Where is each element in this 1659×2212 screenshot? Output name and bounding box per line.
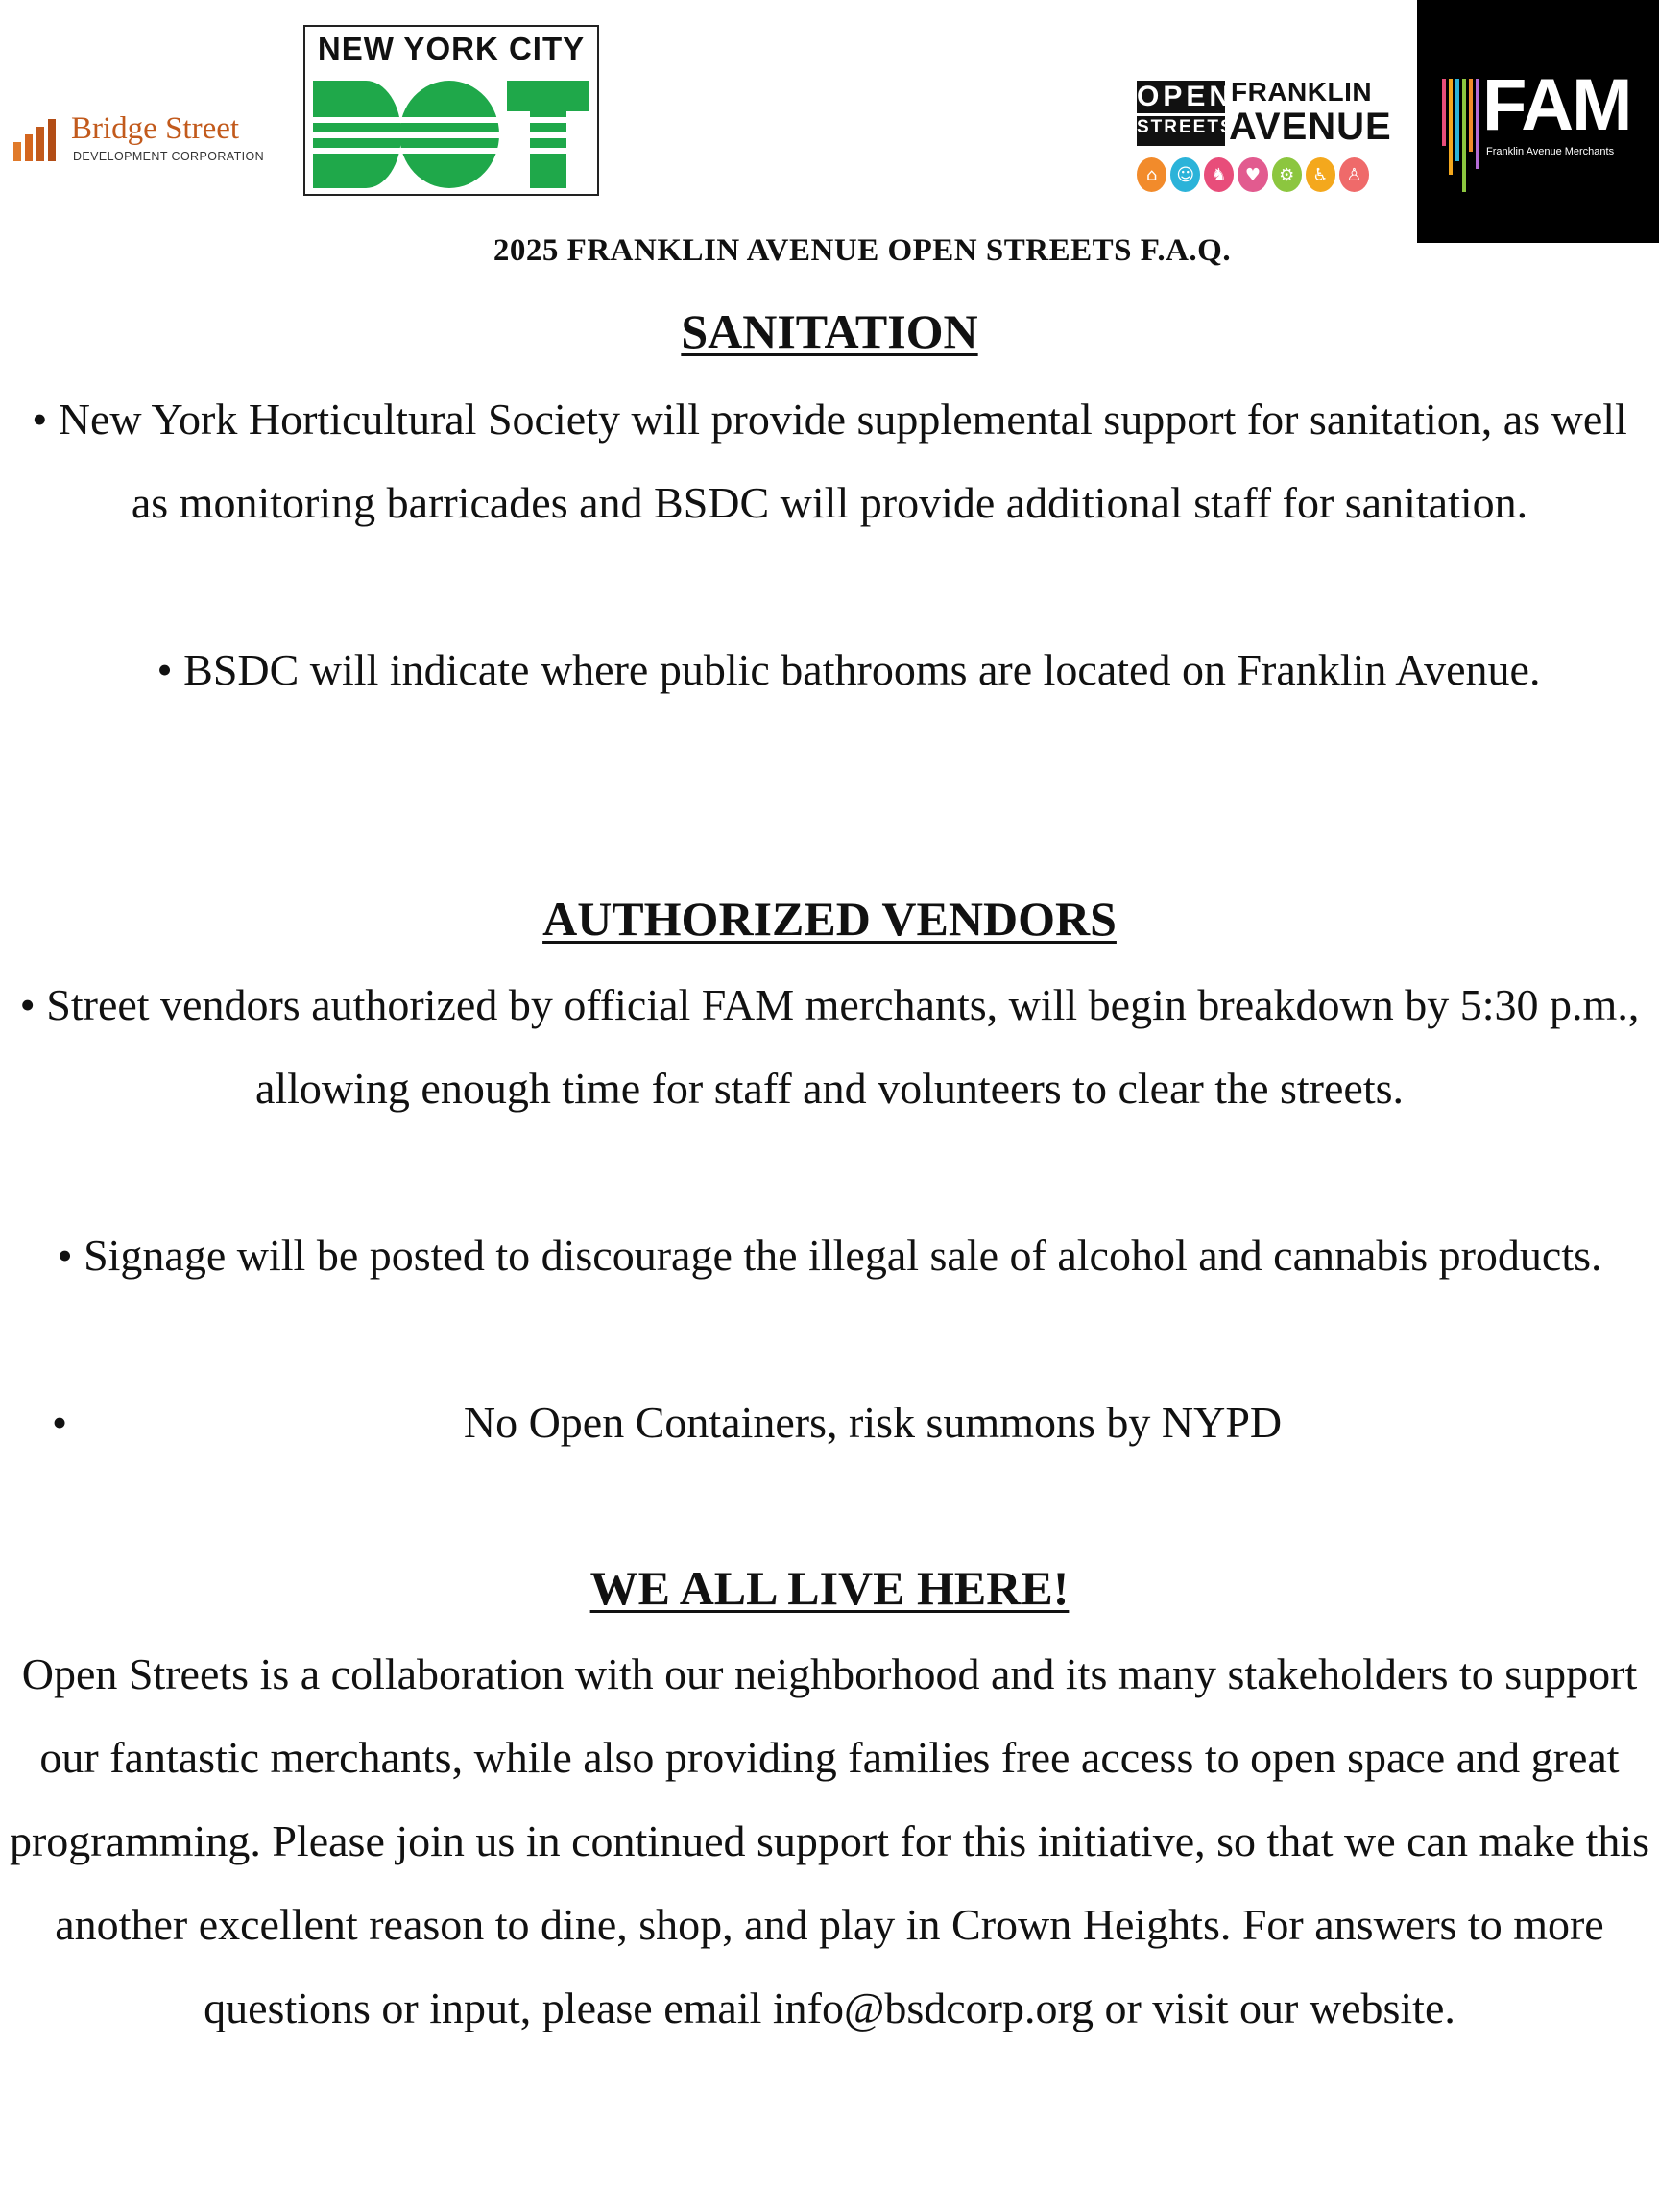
bullet-marker: • bbox=[52, 1398, 68, 1447]
nyc-dot-title: NEW YORK CITY bbox=[317, 31, 586, 66]
storefront-icon: ⌂ bbox=[1137, 157, 1166, 192]
open-streets-logo bbox=[1137, 77, 1392, 200]
bridge-street-logo bbox=[13, 113, 273, 171]
vendors-bullet-2: • Signage will be posted to discourage the illegal sale of alcohol and cannabis products. bbox=[57, 1231, 1602, 1280]
streets-label: STREETS bbox=[1137, 113, 1225, 139]
vendors-bullet-3 bbox=[0, 1381, 1659, 1464]
sanitation-bullet-2: • BSDC will indicate where public bathrooms are located on Franklin Avenue. bbox=[156, 645, 1541, 694]
dot-mark-icon bbox=[313, 81, 589, 188]
vendors-bullet-3-text: No Open Containers, risk summons by NYPD bbox=[463, 1398, 1283, 1447]
walker-icon: ♙ bbox=[1339, 157, 1369, 192]
fam-wordmark: FAM bbox=[1482, 64, 1631, 146]
family-icon: ♥ bbox=[1238, 157, 1267, 192]
sanitation-heading: SANITATION bbox=[681, 304, 978, 358]
document-title: 2025 FRANKLIN AVENUE OPEN STREETS F.A.Q. bbox=[493, 233, 1232, 268]
runner-icon: ♞ bbox=[1204, 157, 1234, 192]
open-streets-icon-row bbox=[1137, 157, 1369, 196]
avenue-label: AVENUE bbox=[1229, 106, 1392, 148]
vendors-bullet-1: • Street vendors authorized by official FAM merchants, will begin breakdown by 5:30 p.m., allowing enough time for staff and volunteers to clear the streets. bbox=[19, 980, 1640, 1113]
open-label: OPEN bbox=[1137, 81, 1235, 112]
bridge-street-name: Bridge Street bbox=[71, 111, 240, 146]
franklin-label: FRANKLIN bbox=[1231, 77, 1373, 107]
fam-logo bbox=[1417, 0, 1659, 243]
sanitation-bullet-1: • New York Horticultural Society will provide supplemental support for sanitation, as well as monitoring barricades and BSDC will provide additional staff for sanitation. bbox=[32, 395, 1627, 527]
wheelchair-icon: ♿ bbox=[1306, 157, 1335, 192]
bridge-street-subtitle: DEVELOPMENT CORPORATION bbox=[73, 150, 265, 163]
live-here-body: Open Streets is a collaboration with our neighborhood and its many stakeholders to support our fantastic merchants, while also providing families free access to open space and great programming. Please join us in continued support for this initiative, so that we can make this another excellent reason to dine, shop, and play in Crown Heights. For answers to more questions or input, please email info@bsdcorp.org or visit our website. bbox=[9, 1649, 1650, 2032]
open-streets-badge bbox=[1137, 81, 1235, 146]
fam-subtitle: Franklin Avenue Merchants bbox=[1486, 146, 1615, 157]
vendors-heading: AUTHORIZED VENDORS bbox=[542, 892, 1117, 946]
bridge-bars-icon bbox=[13, 117, 69, 161]
nyc-dot-logo bbox=[303, 25, 599, 196]
bike-icon: ⚙ bbox=[1272, 157, 1302, 192]
kids-icon: ☺ bbox=[1170, 157, 1200, 192]
live-here-heading: WE ALL LIVE HERE! bbox=[589, 1561, 1070, 1615]
